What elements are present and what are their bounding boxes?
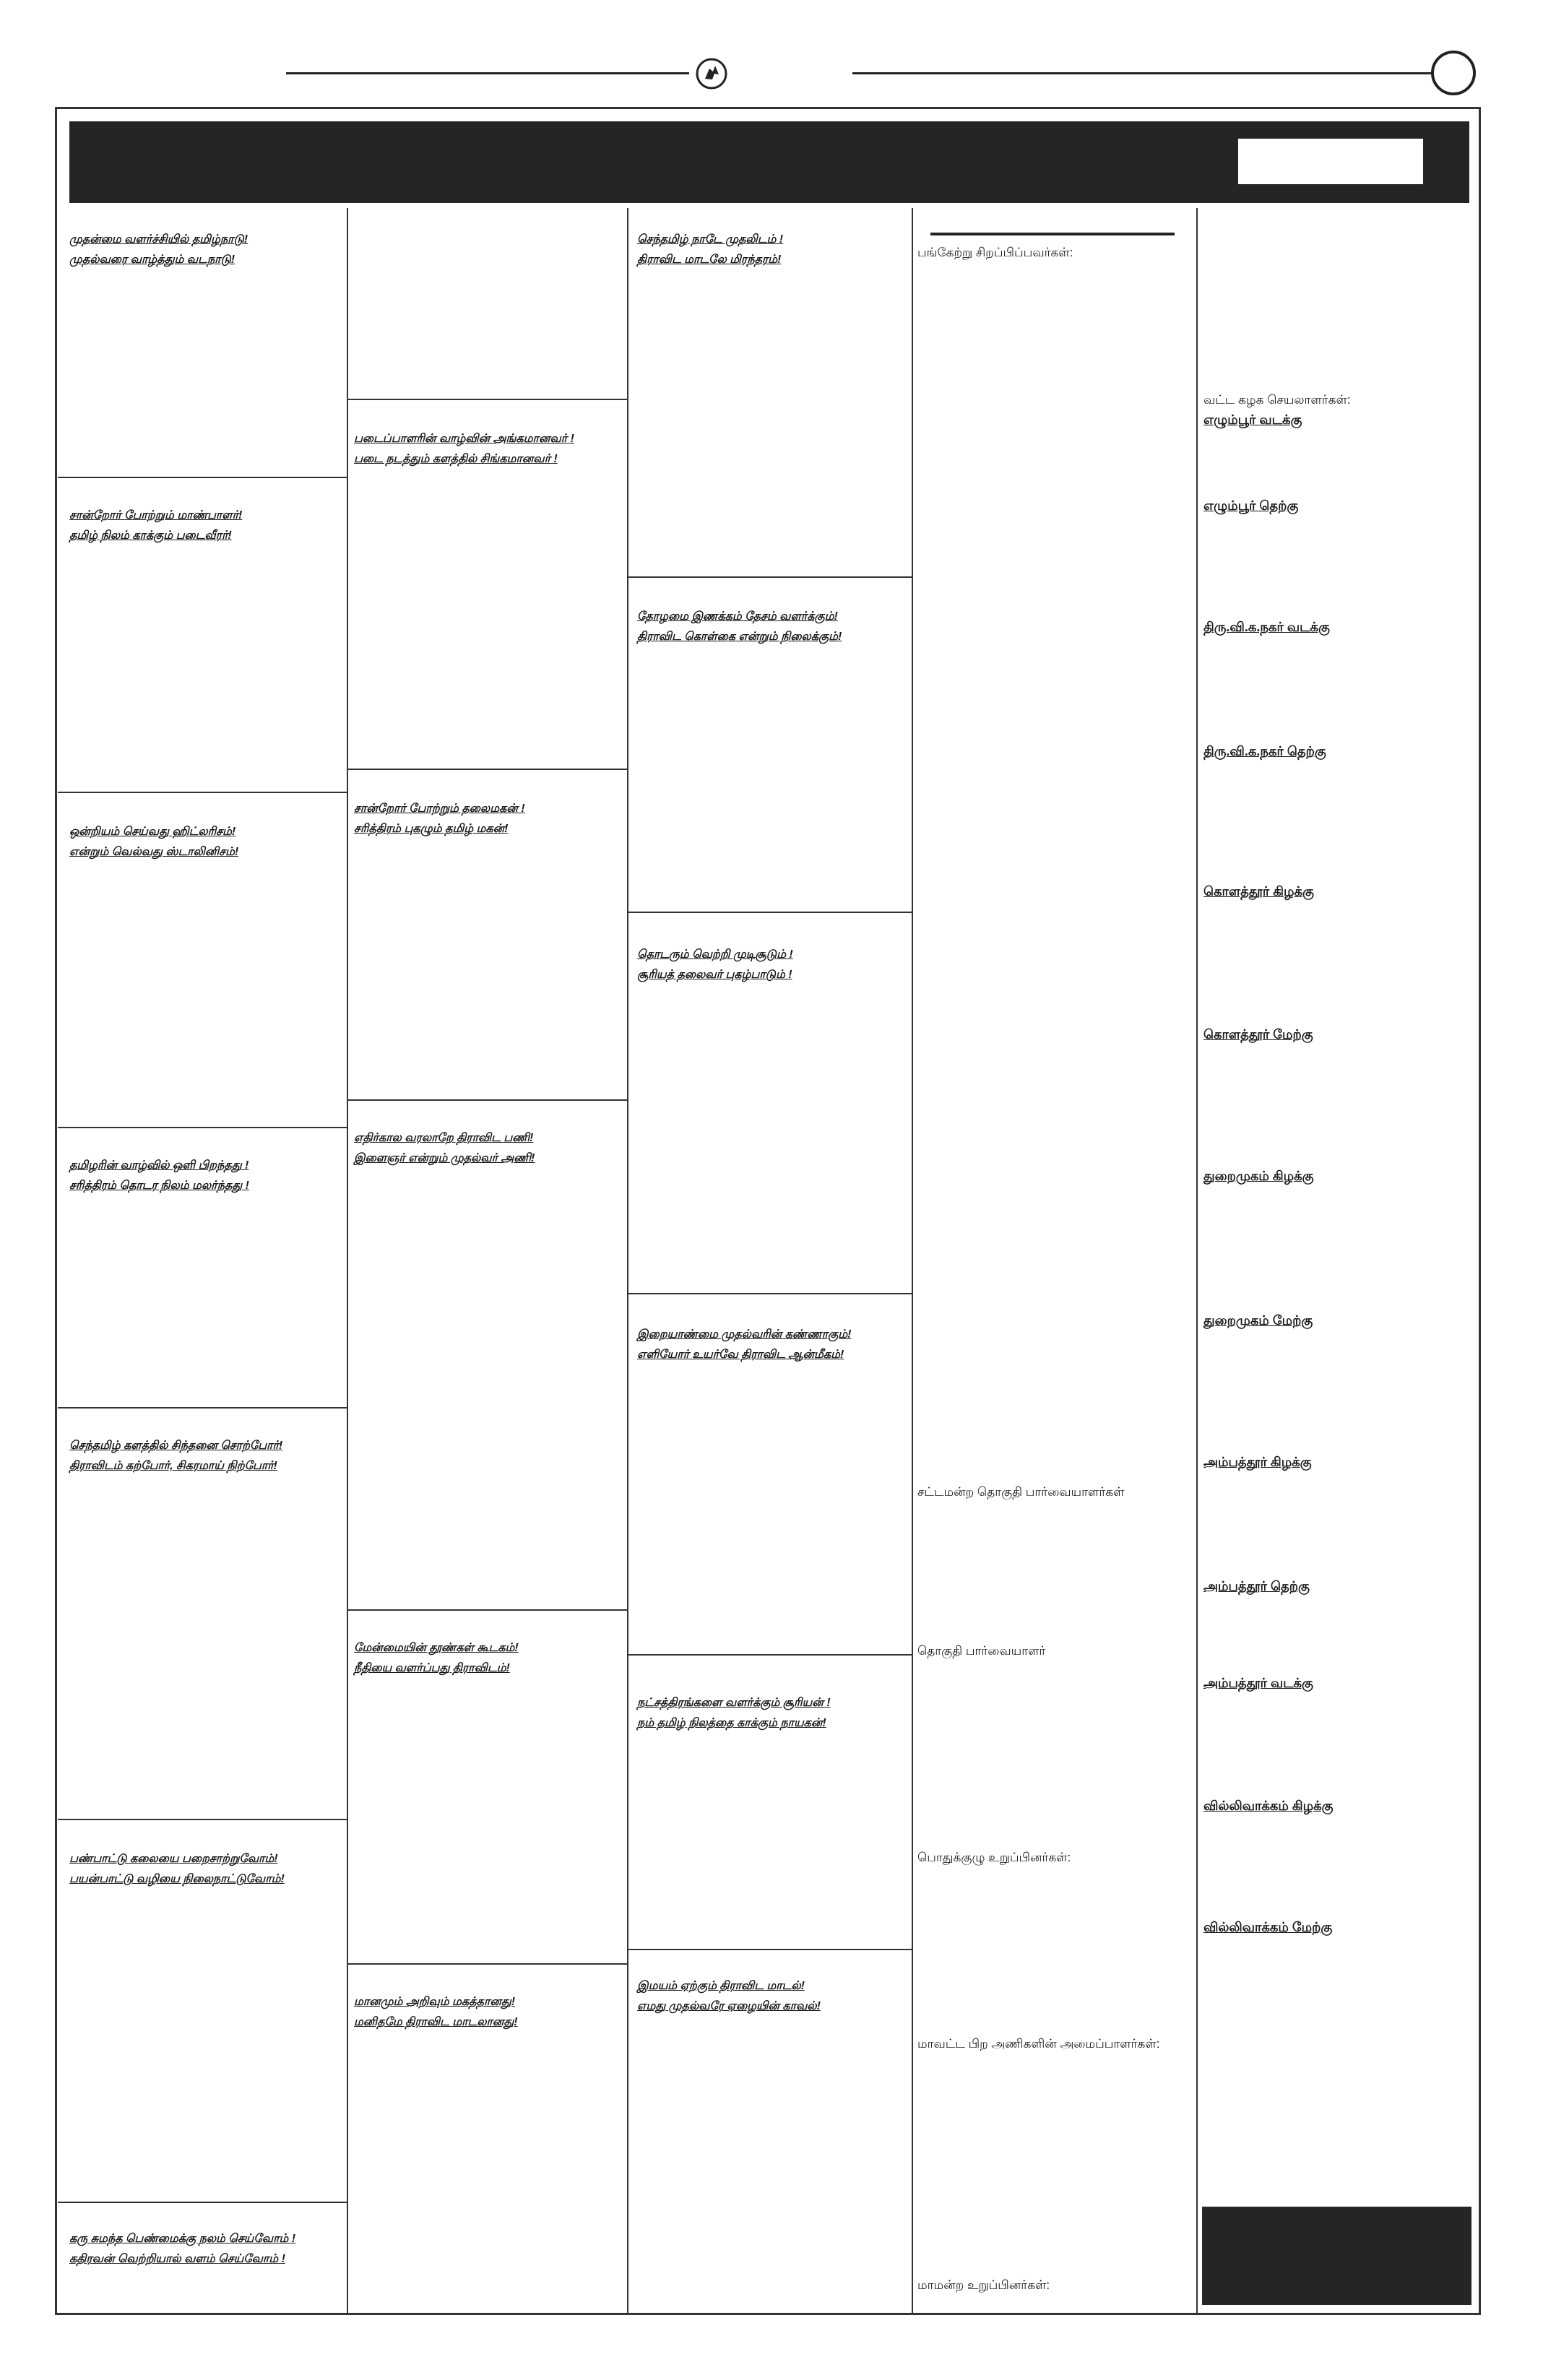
slogan-line: செந்தமிழ் களத்தில் சிந்தனை சொற்போர்!: [69, 1440, 283, 1452]
section-heading: மாமன்ற உறுப்பினர்கள்:: [917, 2278, 1050, 2292]
area-label: எழும்பூர் வடக்கு: [1203, 412, 1302, 427]
slogan-line: சான்றோர் போற்றும் தலைமகன் !: [354, 802, 525, 815]
slogan-line: படைப்பாளரின் வாழ்வின் அங்கமானவர் !: [354, 433, 574, 445]
section-heading: சட்டமன்ற தொகுதி பார்வையாளர்கள்: [917, 1485, 1125, 1499]
cell-divider: [58, 1127, 347, 1128]
slogan-line: முதன்மை வளர்ச்சியில் தமிழ்நாடு!: [69, 233, 248, 246]
cell-divider: [348, 1609, 627, 1611]
slogan-line: என்றும் வெல்வது ஸ்டாலினிசம்!: [69, 846, 239, 858]
column-3: [628, 208, 912, 2315]
slogan-line: தொடரும் வெற்றி முடிசூடும் !: [637, 948, 793, 961]
slogan-line: சூரியத் தலைவர் புகழ்பாடும் !: [637, 969, 792, 981]
slogan: [637, 1325, 851, 1365]
cell-divider: [348, 769, 627, 770]
cell-divider: [628, 1949, 912, 1950]
slogan-line: எளியோர் உயர்வே திராவிட ஆன்மீகம்!: [637, 1349, 844, 1361]
area-label: துறைமுகம் மேற்கு: [1203, 1313, 1313, 1328]
top-rule-left: [286, 72, 689, 74]
slogan: [69, 1156, 249, 1196]
cell-divider: [628, 1293, 912, 1294]
area-label: துறைமுகம் கிழக்கு: [1203, 1169, 1314, 1183]
slogan: [637, 607, 842, 647]
slogan: [69, 1849, 285, 1890]
slogan: [69, 822, 238, 862]
cell-divider: [58, 792, 347, 793]
cell-divider: [348, 399, 627, 400]
section-heading: மாவட்ட பிற அணிகளின் அமைப்பாளர்கள்:: [917, 2037, 1160, 2051]
slogan: [637, 1976, 821, 2017]
slogan: [354, 429, 574, 469]
slogan-line: மானமும் அறிவும் மகத்தானது!: [354, 1996, 516, 2008]
slogan-line: சரித்திரம் புகழும் தமிழ் மகன்!: [354, 823, 509, 835]
slogan: [354, 1992, 518, 2033]
slogan-line: தோழமை இணக்கம் தேசம் வளர்க்கும்!: [637, 610, 838, 623]
slogan-line: இமயம் ஏற்கும் திராவிட மாடல்!: [637, 1980, 805, 1992]
section-heading: பொதுக்குழு உறுப்பினர்கள்:: [917, 1851, 1071, 1864]
footer-panel: [1202, 2207, 1471, 2305]
slogan-line: ஒன்றியம் செய்வது ஹிட்லரிசம்!: [69, 826, 236, 838]
cell-divider: [58, 477, 347, 478]
column-1: [58, 208, 347, 2315]
slogan-line: நட்சத்திரங்களை வளர்க்கும் சூரியன் !: [637, 1697, 831, 1709]
slogan-line: பயன்பாட்டு வழியை நிலைநாட்டுவோம்!: [69, 1873, 285, 1885]
slogan: [69, 2229, 295, 2269]
column-4-top-rule: [930, 233, 1175, 235]
slogan-line: செந்தமிழ் நாடே முதலிடம் !: [637, 233, 784, 246]
slogan-line: திராவிட கொள்கை என்றும் நிலைக்கும்!: [637, 631, 842, 643]
cell-divider: [58, 2202, 347, 2203]
slogan-line: இறையாண்மை முதல்வரின் கண்ணாகும்!: [637, 1328, 852, 1341]
slogan-line: முதல்வரை வாழ்த்தும் வடநாடு!: [69, 254, 235, 266]
area-label: திரு.வி.க.நகர் வடக்கு: [1203, 620, 1330, 634]
section-heading: வட்ட கழக செயலாளர்கள்:: [1203, 393, 1351, 407]
cell-divider: [628, 912, 912, 913]
slogan-line: கரு சுமந்த பெண்மைக்கு நலம் செய்வோம் !: [69, 2233, 296, 2245]
slogan-line: படை நடத்தும் களத்தில் சிங்கமானவர் !: [354, 453, 558, 465]
header-banner-panel: [1238, 139, 1423, 184]
area-label: கொளத்தூர் மேற்கு: [1203, 1027, 1313, 1042]
slogan: [354, 1638, 519, 1679]
area-label: கொளத்தூர் கிழக்கு: [1203, 884, 1314, 899]
slogan: [637, 945, 793, 985]
cell-divider: [628, 576, 912, 578]
slogan-line: நீதியை வளர்ப்பது திராவிடம்!: [354, 1662, 510, 1674]
slogan: [637, 1693, 831, 1734]
area-label: அம்பத்தூர் கிழக்கு: [1203, 1455, 1312, 1469]
slogan-line: நம் தமிழ் நிலத்தை காக்கும் நாயகன்!: [637, 1717, 826, 1729]
slogan-line: எமது முதல்வரே ஏழையின் காவல்!: [637, 2000, 821, 2012]
section-heading: தொகுதி பார்வையாளர்: [917, 1644, 1046, 1658]
slogan-line: திராவிடம் கற்போர், சிகரமாய் நிற்போர்!: [69, 1460, 277, 1472]
slogan-line: தமிழ் நிலம் காக்கும் படைவீரர்!: [69, 529, 232, 542]
column-5: [1198, 208, 1481, 2315]
cell-divider: [348, 1963, 627, 1965]
cell-divider: [628, 1654, 912, 1656]
slogan: [69, 230, 248, 270]
area-label: எழும்பூர் தெற்கு: [1203, 498, 1299, 513]
slogan-line: தமிழரின் வாழ்வில் ஒளி பிறந்தது !: [69, 1159, 249, 1172]
slogan-line: எதிர்கால வரலாறே திராவிட பணி!: [354, 1132, 534, 1144]
column-4: [913, 208, 1196, 2315]
slogan-line: இளைஞர் என்றும் முதல்வர் அணி!: [354, 1152, 535, 1164]
slogan: [69, 1436, 282, 1476]
slogan-line: மேன்மையின் தூண்கள் கூடகம்!: [354, 1642, 519, 1654]
top-rule-right: [852, 72, 1435, 74]
cell-divider: [348, 1099, 627, 1101]
cell-divider: [58, 1819, 347, 1820]
slogan: [354, 1128, 535, 1169]
cell-divider: [58, 1407, 347, 1408]
slogan-line: சான்றோர் போற்றும் மாண்பாளர்!: [69, 509, 243, 522]
circle-ornament-icon: [1430, 50, 1477, 96]
slogan: [354, 799, 525, 839]
section-heading: பங்கேற்று சிறப்பிப்பவர்கள்:: [917, 246, 1073, 259]
slogan-line: சரித்திரம் தொடர நிலம் மலர்ந்தது !: [69, 1180, 249, 1192]
slogan: [69, 506, 242, 546]
slogan-line: திராவிட மாடலே மிரந்தரம்!: [637, 254, 782, 266]
area-label: திரு.வி.க.நகர் தெற்கு: [1203, 744, 1326, 758]
slogan: [637, 230, 783, 270]
area-label: அம்பத்தூர் வடக்கு: [1203, 1676, 1313, 1690]
area-label: வில்லிவாக்கம் மேற்கு: [1203, 1920, 1333, 1934]
party-emblem-icon: [695, 57, 728, 90]
slogan-line: பண்பாட்டு கலையை பறைசாற்றுவோம்!: [69, 1853, 278, 1865]
area-label: அம்பத்தூர் தெற்கு: [1203, 1579, 1310, 1593]
slogan-line: கதிரவன் வெற்றியால் வளம் செய்வோம் !: [69, 2253, 285, 2265]
area-label: வில்லிவாக்கம் கிழக்கு: [1203, 1799, 1334, 1813]
column-2: [348, 208, 627, 2315]
slogan-line: மனிதமே திராவிட மாடலானது!: [354, 2016, 518, 2028]
